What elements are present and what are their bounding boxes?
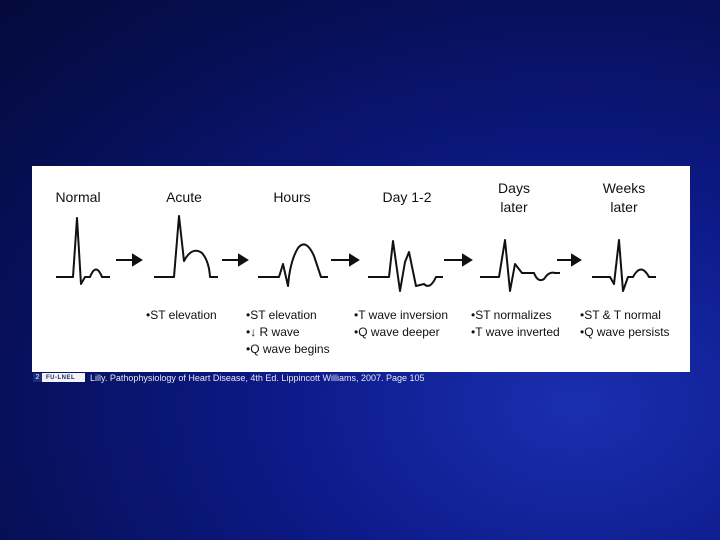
note-line: •ST & T normal bbox=[580, 308, 661, 322]
diagram-panel bbox=[32, 166, 690, 372]
citation: Lilly. Pathophysiology of Heart Disease, 4th Ed. Lippincott Williams, 2007. Page 105 bbox=[90, 373, 425, 383]
stage-title: Normal bbox=[55, 189, 101, 205]
note-line: •ST elevation bbox=[146, 308, 217, 322]
ecg-trace-normal bbox=[56, 218, 110, 284]
stage-title: Day 1-2 bbox=[382, 189, 432, 205]
note-line: •Q wave begins bbox=[246, 342, 330, 356]
note-line: •Q wave persists bbox=[580, 325, 670, 339]
publisher-logo bbox=[33, 373, 85, 382]
stage-notes-days-later bbox=[471, 307, 560, 341]
note-line: •T wave inversion bbox=[354, 308, 449, 322]
ecg-trace-days-later bbox=[480, 240, 560, 291]
ecg-trace-hours bbox=[258, 244, 328, 286]
arrow-icon bbox=[331, 255, 358, 265]
note-line: •Q wave deeper bbox=[354, 325, 440, 339]
logo-mark: 2 bbox=[33, 373, 42, 382]
ecg-trace-acute bbox=[154, 216, 218, 277]
arrow-icon bbox=[222, 255, 247, 265]
note-line: •↓ R wave bbox=[246, 325, 300, 339]
ecg-trace-weeks-later bbox=[592, 240, 656, 291]
stage-notes-weeks-later bbox=[580, 307, 670, 341]
stage-title: Hours bbox=[273, 189, 311, 205]
stage-title: Days later bbox=[498, 180, 530, 215]
arrow-icon bbox=[444, 255, 471, 265]
arrow-icon bbox=[116, 255, 141, 265]
stage-notes-acute bbox=[146, 307, 217, 324]
ecg-trace-day-1-2 bbox=[368, 241, 443, 291]
stage-title: Acute bbox=[166, 189, 202, 205]
note-line: •ST elevation bbox=[246, 308, 317, 322]
stage-notes-day-1-2 bbox=[354, 307, 448, 341]
note-line: •T wave inverted bbox=[471, 325, 560, 339]
stage-title: Weeks later bbox=[602, 180, 646, 215]
note-line: •ST normalizes bbox=[471, 308, 552, 322]
logo-text: FU-LNEL bbox=[46, 374, 76, 381]
arrow-icon bbox=[557, 255, 580, 265]
stage-notes-hours bbox=[246, 307, 330, 358]
